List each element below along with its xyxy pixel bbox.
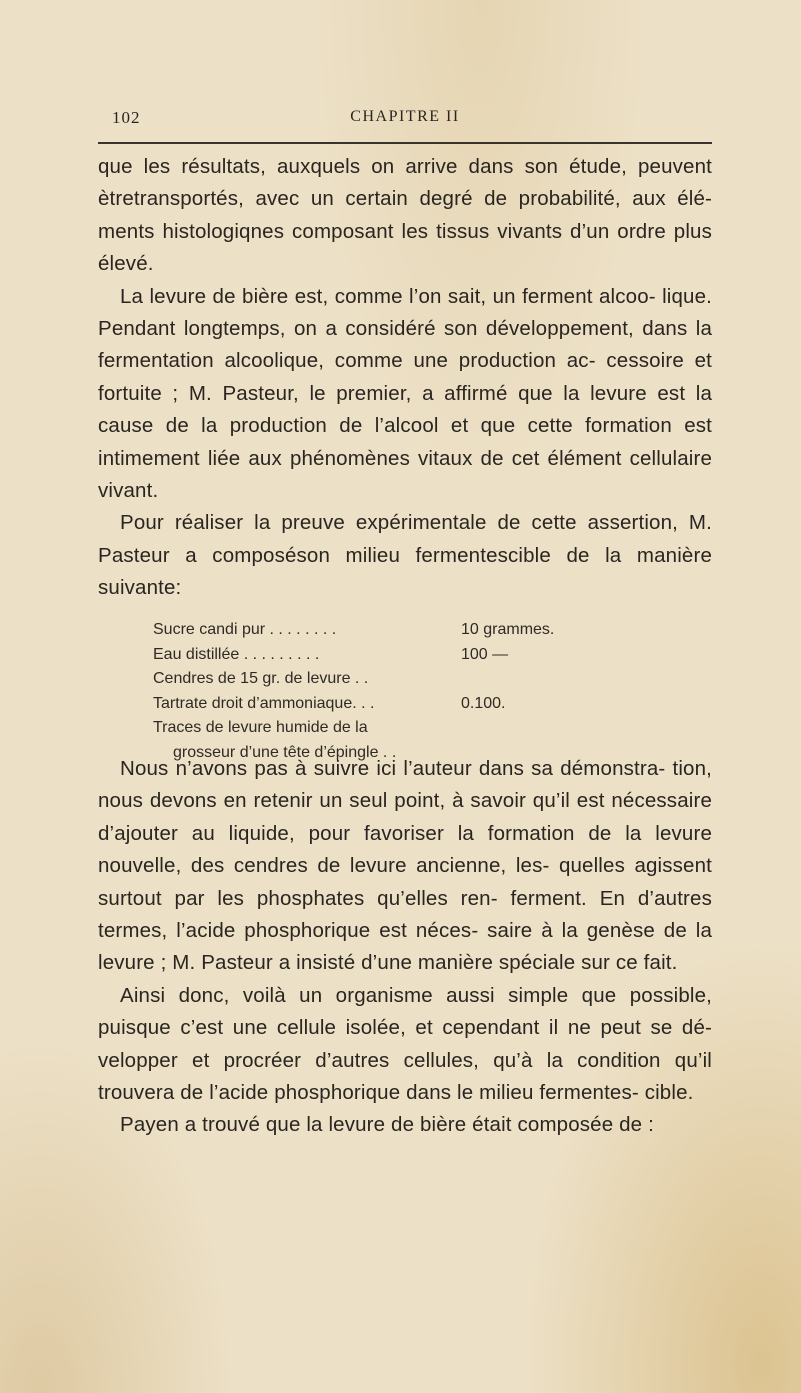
paragraph-preuve: Pour réaliser la preuve expérimentale de cette assertion, M. Pasteur a composéson milieu fermentescible de la manière suivante: [98, 511, 712, 600]
recipe-row [153, 643, 713, 668]
recipe-item: Traces de levure humide de la [153, 719, 368, 736]
page-header [98, 108, 712, 138]
paragraph-continued: que les résultats, auxquels on arrive dans son étude, peuvent ètretransportés, avec un certain degré de probabilité, aux élé- ments histologiqnes composant les tissus vivants d’un ordre plus élevé. [98, 155, 712, 276]
running-head: CHAPITRE II [350, 108, 460, 125]
recipe-quantity: 100 — [461, 645, 509, 663]
paragraph-demonstration: Nous n’avons pas à suivre ici l’auteur dans sa démonstra- tion, nous devons en retenir un seul point, à savoir qu’il est nécessaire d’ajouter au liquide, pour favoriser la formation de la levure nouvelle, des cendres de levure ancienne, les- quelles agissent surtout par les phosphates qu’elles ren- ferment. En d’autres termes, l’acide phosphorique est néces- saire à la genèse de la levure ; M. Pasteur a insisté d’une manière spéciale sur ce fait. [98, 757, 712, 975]
recipe-list [153, 618, 713, 765]
recipe-row [153, 618, 713, 643]
recipe-row [153, 692, 713, 717]
page-number: 102 [112, 108, 141, 127]
text-block-top [98, 151, 712, 605]
recipe-item: Eau distillée . . . . . . . . . [153, 645, 320, 663]
paragraph-payen: Payen a trouvé que la levure de bière était composée de : [120, 1113, 654, 1137]
recipe-quantity: 10 grammes. [461, 621, 555, 638]
paragraph-levure: La levure de bière est, comme l’on sait, un ferment alcoo- lique. Pendant longtemps, on a considéré son développement, dans la fermentation alcoolique, comme une production ac- cessoire et fortuite ; M. Pasteur, le premier, a affirmé que la levure est la cause de la production de l’alcool et que cette formation est intimement liée aux phénomènes vitaux de cet élément cellulaire vivant. [98, 284, 712, 503]
recipe-row [153, 667, 713, 692]
header-rule [98, 142, 712, 144]
recipe-quantity: 0.100. [461, 694, 506, 712]
recipe-item: grosseur d’une tête d’épingle . . [173, 743, 397, 761]
paragraph-organisme: Ainsi donc, voilà un organisme aussi simple que possible, puisque c’est une cellule isolée, et cependant il ne peut se dé- velopper et procréer d’autres cellules, qu’à la condition qu’il trouvera de l’acide phosphorique dans le milieu fermentes- cible. [98, 983, 712, 1105]
recipe-item: Cendres de 15 gr. de levure . . [153, 670, 369, 687]
text-block-bottom [98, 753, 712, 1142]
recipe-item: Tartrate droit d’ammoniaque. . . [153, 694, 375, 712]
recipe-row [153, 716, 713, 741]
recipe-item: Sucre candi pur . . . . . . . . [153, 621, 337, 638]
